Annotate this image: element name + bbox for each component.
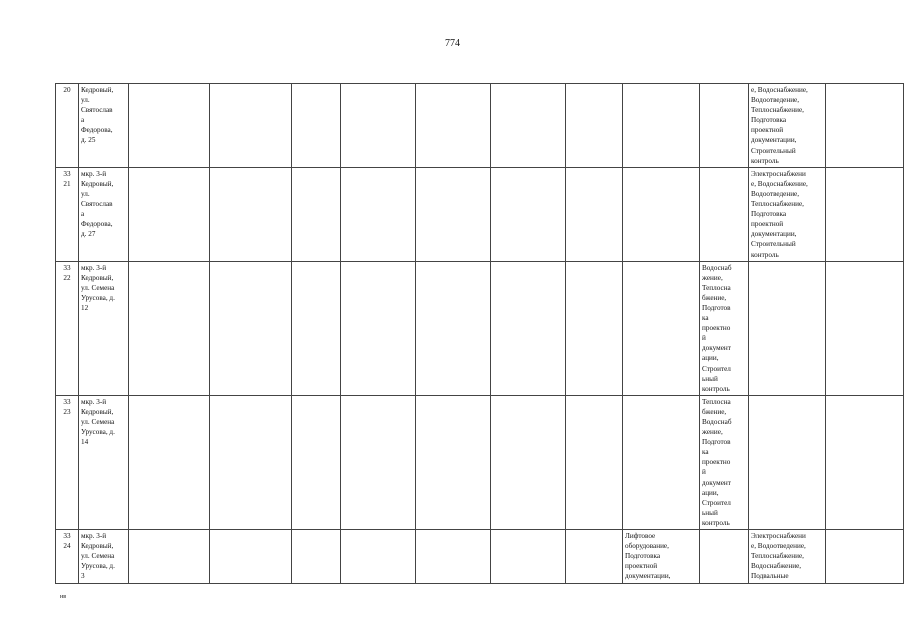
page-number: 774	[445, 38, 460, 49]
empty-cell	[210, 261, 292, 395]
empty-cell	[292, 261, 341, 395]
works-cell	[700, 84, 749, 168]
address-cell: мкр. 3-й Кедровый, ул. Святослав а Федорова, д. 27	[79, 167, 129, 261]
empty-cell	[129, 530, 210, 583]
address-cell: мкр. 3-й Кедровый, ул. Семена Урусова, д. 12	[79, 261, 129, 395]
empty-cell	[826, 530, 904, 583]
register-table	[55, 83, 904, 584]
empty-cell	[491, 84, 566, 168]
row-number-cell: 33 22	[56, 261, 79, 395]
address-cell: мкр. 3-й Кедровый, ул. Семена Урусова, д. 3	[79, 530, 129, 583]
works-cell	[700, 167, 749, 261]
works-cell	[623, 167, 700, 261]
empty-cell	[566, 84, 623, 168]
address-cell: мкр. 3-й Кедровый, ул. Семена Урусова, д. 14	[79, 395, 129, 529]
row-number-cell: 20	[56, 84, 79, 168]
empty-cell	[566, 395, 623, 529]
row-number-cell: 33 24	[56, 530, 79, 583]
address-cell: Кедровый, ул. Святослав а Федорова, д. 25	[79, 84, 129, 168]
empty-cell	[491, 261, 566, 395]
empty-cell	[491, 167, 566, 261]
empty-cell	[491, 395, 566, 529]
empty-cell	[341, 530, 416, 583]
table-row	[56, 167, 904, 261]
empty-cell	[210, 530, 292, 583]
table-row	[56, 530, 904, 583]
empty-cell	[341, 395, 416, 529]
empty-cell	[129, 395, 210, 529]
empty-cell	[129, 167, 210, 261]
empty-cell	[826, 84, 904, 168]
works-cell	[700, 530, 749, 583]
table-row	[56, 84, 904, 168]
empty-cell	[129, 84, 210, 168]
empty-cell	[416, 395, 491, 529]
empty-cell	[210, 84, 292, 168]
works-cell	[623, 261, 700, 395]
empty-cell	[416, 261, 491, 395]
empty-cell	[341, 84, 416, 168]
empty-cell	[341, 167, 416, 261]
footer-mark: нв	[60, 594, 67, 600]
empty-cell	[566, 167, 623, 261]
empty-cell	[491, 530, 566, 583]
empty-cell	[292, 167, 341, 261]
empty-cell	[416, 84, 491, 168]
works-cell: Лифтовое оборудование, Подготовка проектной документации,	[623, 530, 700, 583]
empty-cell	[566, 530, 623, 583]
empty-cell	[826, 395, 904, 529]
works-cell: е, Водоснабжение, Водоотведение, Теплоснабжение, Подготовка проектной документации, Строительный контроль	[749, 84, 826, 168]
empty-cell	[210, 395, 292, 529]
row-number-cell: 33 21	[56, 167, 79, 261]
empty-cell	[416, 167, 491, 261]
works-cell	[749, 395, 826, 529]
empty-cell	[416, 530, 491, 583]
works-cell: Электроснабжени е, Водоснабжение, Водоотведение, Теплоснабжение, Подготовка проектной документации, Строительный контроль	[749, 167, 826, 261]
works-cell	[623, 84, 700, 168]
empty-cell	[826, 167, 904, 261]
table-row	[56, 395, 904, 529]
works-cell: Водоснаб жение, Теплосна бжение, Подготов ка проектно й документ ации, Строител ьный контроль	[700, 261, 749, 395]
row-number-cell: 33 23	[56, 395, 79, 529]
empty-cell	[292, 395, 341, 529]
works-cell	[749, 261, 826, 395]
works-cell: Теплосна бжение, Водоснаб жение, Подготов ка проектно й документ ации, Строител ьный контроль	[700, 395, 749, 529]
empty-cell	[566, 261, 623, 395]
empty-cell	[129, 261, 210, 395]
works-cell	[623, 395, 700, 529]
empty-cell	[292, 530, 341, 583]
table-row	[56, 261, 904, 395]
empty-cell	[292, 84, 341, 168]
empty-cell	[826, 261, 904, 395]
works-cell: Электроснабжени е, Водоотведение, Теплоснабжение, Водоснабжение, Подвальные	[749, 530, 826, 583]
empty-cell	[341, 261, 416, 395]
empty-cell	[210, 167, 292, 261]
